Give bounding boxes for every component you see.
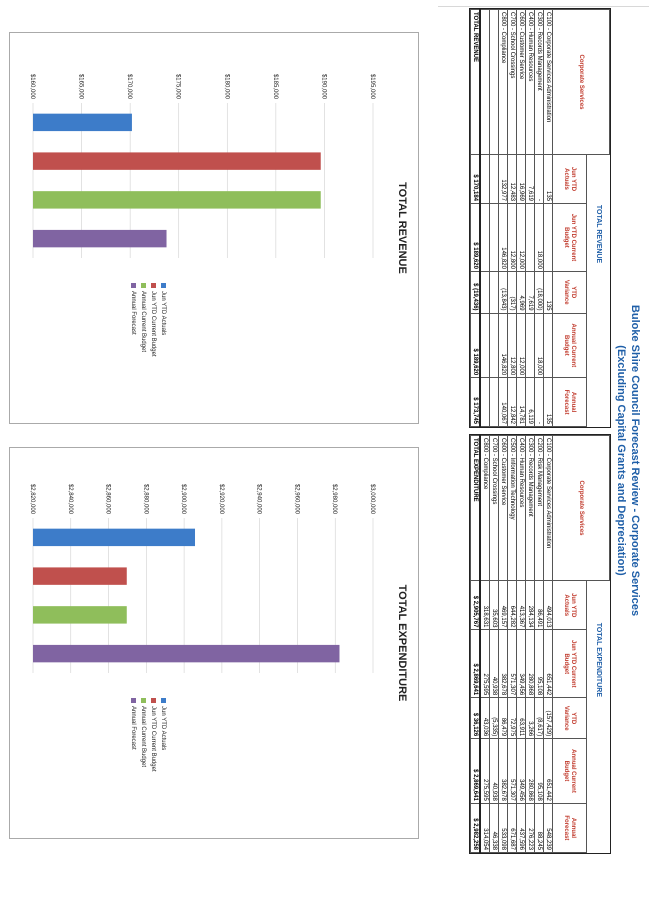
expenditure-row: [490, 436, 499, 853]
revenue-cell: 16,969: [517, 155, 526, 204]
expenditure-chart-tick-label: $2,960,000: [293, 483, 300, 514]
expenditure-cell: 314,054: [480, 803, 490, 852]
revenue-cell: 12,483: [508, 155, 517, 204]
revenue-chart-title: TOTAL REVENUE: [396, 182, 408, 274]
expenditure-cell: 72,975: [508, 698, 517, 739]
expenditure-cell: 275,595: [480, 630, 490, 698]
expenditure-chart-tick-label: $2,860,000: [104, 483, 111, 514]
page-title: Buloke Shire Council Forecast Review - Corporate Services: [629, 304, 641, 617]
expenditure-total-cell: $ 36,126: [471, 698, 481, 739]
revenue-row-label: [490, 10, 499, 155]
revenue-cell: 12,000: [517, 204, 526, 272]
expenditure-cell: 95,108: [535, 630, 544, 698]
revenue-cell: [480, 271, 490, 313]
revenue-chart: [9, 32, 419, 424]
expenditure-chart-tick-label: $2,880,000: [142, 483, 149, 514]
revenue-cell: 12,000: [517, 313, 526, 378]
revenue-chart-tick-label: $160,000: [29, 73, 35, 99]
expenditure-total-cell: $ 2,905,767: [471, 581, 481, 630]
revenue-cell: [480, 313, 490, 378]
revenue-cell: 135: [544, 155, 553, 204]
revenue-row-label: C700 - School Crossings: [508, 10, 517, 155]
revenue-cell: 132,977: [499, 155, 508, 204]
expenditure-cell: 469,157: [499, 581, 508, 630]
revenue-header-ytd-actuals: Jun YTD Actuals: [553, 155, 587, 204]
revenue-cell: [480, 155, 490, 204]
revenue-chart-legend-swatch: [161, 283, 166, 288]
revenue-chart-legend-item: [148, 283, 158, 357]
expenditure-header-annual-budget: Annual Current Budget: [553, 739, 587, 804]
expenditure-cell: 280,868: [526, 630, 535, 698]
expenditure-header-category: Corporate Services: [553, 436, 610, 581]
revenue-row: [544, 10, 553, 427]
revenue-row-label: C400 - Human Resources: [526, 10, 535, 155]
page-subtitle: (Excluding Capital Grants and Depreciation): [615, 345, 627, 576]
revenue-chart-tick-label: $175,000: [174, 73, 181, 99]
revenue-cell: [526, 204, 535, 272]
revenue-row-label: [480, 10, 490, 155]
revenue-cell: [490, 155, 499, 204]
revenue-cell: 12,842: [508, 378, 517, 427]
expenditure-chart-legend-swatch: [151, 698, 156, 703]
expenditure-row: [480, 436, 490, 853]
expenditure-cell: 548,239: [544, 803, 553, 852]
expenditure-total-cell: $ 2,869,641: [471, 739, 481, 804]
revenue-total-cell: $ (19,436): [471, 271, 481, 313]
expenditure-row: [526, 436, 535, 853]
revenue-chart-bar: [33, 114, 132, 131]
revenue-header-ytd-budget: Jun YTD Current Budget: [553, 204, 587, 272]
expenditure-total-cell: $ 2,982,258: [471, 803, 481, 852]
revenue-chart-bar: [33, 230, 167, 247]
revenue-chart-plot: [10, 33, 418, 423]
expenditure-cell: 46,338: [490, 803, 499, 852]
revenue-chart-bar: [33, 152, 321, 169]
expenditure-row-label: C100 - Corporate Services Administration: [544, 436, 553, 581]
expenditure-cell: 40,938: [490, 739, 499, 804]
expenditure-header-annual-forecast: Annual Forecast: [553, 803, 587, 852]
revenue-cell: [544, 313, 553, 378]
expenditure-chart-bar: [33, 567, 127, 584]
revenue-header-category: Corporate Services: [553, 10, 610, 155]
revenue-row-label: C100 - Corporate Services Administration: [544, 10, 553, 155]
expenditure-chart-tick-label: $2,940,000: [255, 483, 262, 514]
revenue-chart-legend-swatch: [131, 283, 136, 288]
expenditure-chart-legend-swatch: [161, 698, 166, 703]
revenue-row-label: C600 - Customer Service: [517, 10, 526, 155]
revenue-cell: [526, 313, 535, 378]
expenditure-row: [535, 436, 544, 853]
expenditure-chart-tick-label: $3,000,000: [369, 483, 375, 514]
revenue-total-row: [471, 10, 481, 427]
expenditure-cell: 533,098: [499, 803, 508, 852]
expenditure-cell: 571,307: [508, 739, 517, 804]
revenue-cell: [544, 204, 553, 272]
expenditure-row: [499, 436, 508, 853]
revenue-chart-legend-item: [158, 283, 168, 357]
expenditure-chart-bar: [33, 645, 339, 662]
revenue-group-title: TOTAL REVENUE: [595, 204, 603, 264]
expenditure-row-label: C200 - Risk Management: [535, 436, 544, 581]
expenditure-chart-legend-item: [128, 698, 138, 772]
expenditure-chart-legend-item: [148, 698, 158, 772]
expenditure-header-ytd-actuals: Jun YTD Actuals: [553, 581, 587, 630]
revenue-row: [480, 10, 490, 427]
expenditure-cell: (157,429): [544, 698, 553, 739]
expenditure-chart: [9, 447, 419, 839]
revenue-row: [508, 10, 517, 427]
expenditure-row-label: C400 - Human Resources: [517, 436, 526, 581]
expenditure-cell: 63,911: [517, 698, 526, 739]
expenditure-cell: 86,491: [535, 581, 544, 630]
expenditure-cell: 40,938: [490, 630, 499, 698]
revenue-cell: (18,000): [535, 271, 544, 313]
revenue-chart-legend-label: Jun YTD Actuals: [160, 291, 166, 336]
revenue-total-cell: $ 189,620: [471, 204, 481, 272]
revenue-header-annual-forecast: Annual Forecast: [553, 378, 587, 427]
revenue-chart-tick-label: $190,000: [320, 73, 327, 99]
revenue-row: [517, 10, 526, 427]
revenue-chart-tick-label: $170,000: [126, 73, 133, 99]
expenditure-row-label: C800 - Compliance: [480, 436, 490, 581]
revenue-cell: [480, 378, 490, 427]
expenditure-cell: 382,678: [499, 630, 508, 698]
expenditure-chart-legend-label: Annual Current Budget: [140, 706, 146, 768]
revenue-cell: 18,000: [535, 204, 544, 272]
revenue-cell: 7,619: [526, 155, 535, 204]
revenue-cell: [480, 204, 490, 272]
expenditure-cell: 86,479: [499, 698, 508, 739]
expenditure-header-ytd-variance: YTD Variance: [553, 698, 587, 739]
expenditure-chart-plot: [10, 448, 418, 838]
expenditure-chart-legend-label: Jun YTD Current Budget: [150, 706, 156, 772]
expenditure-cell: 43,036: [480, 698, 490, 739]
expenditure-cell: 413,367: [517, 581, 526, 630]
expenditure-chart-legend-label: Jun YTD Actuals: [160, 706, 166, 751]
revenue-cell: 146,820: [499, 204, 508, 272]
revenue-chart-tick-label: $165,000: [77, 73, 84, 99]
revenue-row: [490, 10, 499, 427]
expenditure-chart-legend-swatch: [131, 698, 136, 703]
expenditure-cell: (8,617): [535, 698, 544, 739]
expenditure-total-row: [471, 436, 481, 853]
expenditure-cell: 3,266: [526, 698, 535, 739]
revenue-chart-legend-item: [138, 283, 148, 357]
revenue-chart-legend-item: [128, 283, 138, 357]
revenue-chart-legend-swatch: [141, 283, 146, 288]
revenue-total-cell: $ 189,620: [471, 313, 481, 378]
revenue-cell: 146,820: [499, 313, 508, 378]
revenue-chart-tick-label: $195,000: [369, 73, 375, 99]
expenditure-cell: 35,603: [490, 581, 499, 630]
expenditure-header-ytd-budget: Jun YTD Current Budget: [553, 630, 587, 698]
revenue-cell: (13,843): [499, 271, 508, 313]
revenue-total-cell: $ 173,745: [471, 378, 481, 427]
revenue-total-cell: $ 170,184: [471, 155, 481, 204]
revenue-cell: 12,800: [508, 204, 517, 272]
expenditure-row-label: C600 - Customer Service: [499, 436, 508, 581]
revenue-chart-tick-label: $185,000: [271, 73, 278, 99]
revenue-chart-tick-label: $180,000: [223, 73, 230, 99]
expenditure-cell: 88,245: [535, 803, 544, 852]
expenditure-chart-tick-label: $2,820,000: [29, 483, 35, 514]
revenue-chart-legend: [128, 283, 168, 357]
expenditure-cell: 644,282: [508, 581, 517, 630]
revenue-table-body: [480, 10, 553, 427]
expenditure-chart-tick-label: $2,920,000: [217, 483, 224, 514]
revenue-cell: [490, 271, 499, 313]
revenue-chart-legend-swatch: [151, 283, 156, 288]
expenditure-cell: 318,631: [480, 581, 490, 630]
expenditure-total-label: TOTAL EXPENDITURE: [471, 436, 481, 581]
expenditure-cell: 382,678: [499, 739, 508, 804]
revenue-chart-legend-label: Jun YTD Current Budget: [150, 291, 156, 357]
revenue-cell: 12,800: [508, 313, 517, 378]
revenue-cell: 140,067: [499, 378, 508, 427]
revenue-row-label: C300 - Records Management: [535, 10, 544, 155]
revenue-cell: [490, 313, 499, 378]
expenditure-total-cell: $ 2,869,641: [471, 630, 481, 698]
expenditure-cell: 349,456: [517, 739, 526, 804]
revenue-cell: 7,619: [526, 271, 535, 313]
revenue-row: [499, 10, 508, 427]
revenue-row: [535, 10, 544, 427]
expenditure-row-label: C300 - Records Management: [526, 436, 535, 581]
revenue-cell: -: [535, 378, 544, 427]
expenditure-cell: 275,595: [480, 739, 490, 804]
revenue-header-ytd-variance: YTD Variance: [553, 271, 587, 313]
revenue-cell: 4,969: [517, 271, 526, 313]
revenue-table: [469, 8, 611, 428]
revenue-total-label: TOTAL REVENUE: [471, 10, 481, 155]
expenditure-chart-bar: [33, 606, 127, 623]
expenditure-chart-tick-label: $2,980,000: [331, 483, 338, 514]
expenditure-cell: 651,442: [544, 630, 553, 698]
expenditure-cell: 437,596: [517, 803, 526, 852]
expenditure-chart-legend-item: [158, 698, 168, 772]
expenditure-table: [469, 434, 611, 854]
revenue-chart-bar: [33, 191, 321, 208]
expenditure-chart-bar: [33, 529, 195, 546]
expenditure-chart-legend-item: [138, 698, 148, 772]
revenue-row: [526, 10, 535, 427]
expenditure-chart-title: TOTAL EXPENDITURE: [396, 584, 408, 702]
revenue-cell: 14,781: [517, 378, 526, 427]
expenditure-row-label: C700 - School Crossings: [490, 436, 499, 581]
expenditure-chart-tick-label: $2,840,000: [66, 483, 73, 514]
expenditure-cell: 349,456: [517, 630, 526, 698]
expenditure-cell: 651,442: [544, 739, 553, 804]
expenditure-cell: 276,223: [526, 803, 535, 852]
expenditure-group-title: TOTAL EXPENDITURE: [595, 622, 603, 697]
expenditure-row: [508, 436, 517, 853]
revenue-row-label: C800 - Compliance: [499, 10, 508, 155]
expenditure-chart-tick-label: $2,900,000: [180, 483, 187, 514]
expenditure-cell: 284,134: [526, 581, 535, 630]
revenue-cell: -: [535, 155, 544, 204]
revenue-header-annual-budget: Annual Current Budget: [553, 313, 587, 378]
expenditure-cell: 494,013: [544, 581, 553, 630]
expenditure-cell: 671,687: [508, 803, 517, 852]
revenue-cell: 18,000: [535, 313, 544, 378]
expenditure-row: [517, 436, 526, 853]
revenue-cell: [490, 378, 499, 427]
expenditure-table-body: [480, 436, 553, 853]
expenditure-chart-legend: [128, 698, 168, 772]
revenue-chart-legend-label: Annual Current Budget: [140, 291, 146, 353]
expenditure-cell: 571,307: [508, 630, 517, 698]
revenue-cell: 135: [544, 378, 553, 427]
expenditure-cell: (5,335): [490, 698, 499, 739]
expenditure-cell: 95,108: [535, 739, 544, 804]
revenue-cell: 135: [544, 271, 553, 313]
expenditure-row-label: C500 - Information Technology: [508, 436, 517, 581]
expenditure-row: [544, 436, 553, 853]
revenue-chart-legend-label: Annual Forecast: [130, 291, 136, 335]
revenue-cell: (317): [508, 271, 517, 313]
revenue-cell: [490, 204, 499, 272]
expenditure-chart-legend-swatch: [141, 698, 146, 703]
revenue-cell: 6,119: [526, 378, 535, 427]
expenditure-chart-legend-label: Annual Forecast: [130, 706, 136, 750]
expenditure-cell: 280,868: [526, 739, 535, 804]
